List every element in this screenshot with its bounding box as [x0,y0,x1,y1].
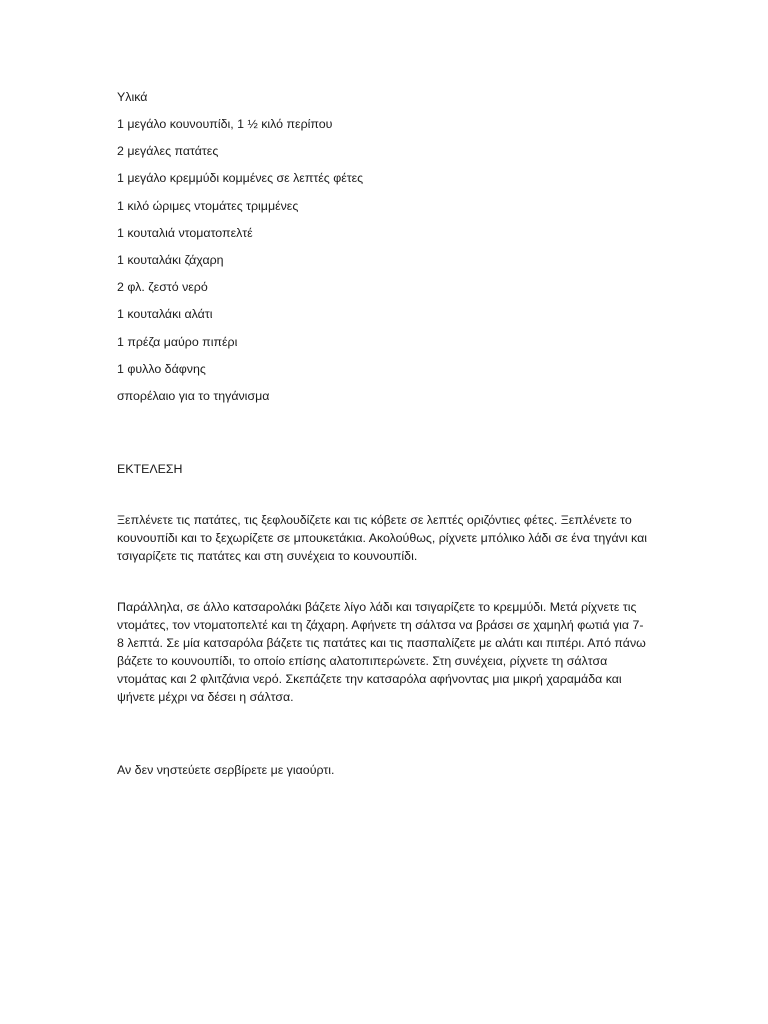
ingredient-item: 1 κουταλιά ντοματοπελτέ [117,225,253,240]
ingredients-list [117,115,647,405]
ingredient-item: 1 πρέζα μαύρο πιπέρι [117,334,238,349]
ingredient-item: 1 μεγάλο κρεμμύδι κομμένες σε λεπτές φέτες [117,171,364,186]
ingredient-item: 1 κουταλάκι ζάχαρη [117,252,224,267]
ingredient-item: 2 μεγάλες πατάτες [117,144,219,159]
serving-note: Αν δεν νηστεύετε σερβίρετε με γιαούρτι. [117,762,335,777]
ingredient-item: σπορέλαιο για το τηγάνισμα [117,388,270,403]
method-heading: ΕΚΤΕΛΕΣΗ [117,461,183,476]
ingredient-item: 1 φυλλο δάφνης [117,361,206,376]
method-paragraph: Ξεπλένετε τις πατάτες, τις ξεφλουδίζετε και τις κόβετε σε λεπτές οριζόντιες φέτες. Ξεπλένετε το κουνουπίδι και το ξεχωρίζετε σε μπουκετάκια. Ακολούθως, ρίχνετε μπόλικο λάδι σε ένα τηγάνι και τσιγαρίζετε τις πατάτες και στη συνέχεια το κουνουπίδι. [117,512,648,563]
ingredient-item: 2 φλ. ζεστό νερό [117,280,208,295]
ingredients-heading: Υλικά [117,90,148,104]
ingredient-item: 1 κουταλάκι αλάτι [117,307,213,322]
ingredient-item: 1 μεγάλο κουνουπίδι, 1 ½ κιλό περίπου [117,117,333,131]
method-paragraph: Παράλληλα, σε άλλο κατσαρολάκι βάζετε λίγο λάδι και τσιγαρίζετε το κρεμμύδι. Μετά ρίχνετε τις ντομάτες, τον ντοματοπελτέ και τη ζάχαρη. Αφήνετε τη σάλτσα να βράσει σε χαμηλή φωτιά για 7-8 λεπτά. Σε μία κατσαρόλα βάζετε τις πατάτες και τις πασπαλίζετε με αλάτι και πιπέρι. Από πάνω βάζετε το κουνουπίδι, το οποίο επίσης αλατοπιπερώνετε. Στη συνέχεια, ρίχνετε τη σάλτσα ντομάτας και 2 φλιτζάνια νερό. Σκεπάζετε την κατσαρόλα αφήνοντας μια μικρή χαραμάδα και ψήνετε μέχρι να δέσει η σάλτσα. [117,599,646,704]
recipe-content [117,88,647,779]
ingredient-item: 1 κιλό ώριμες ντομάτες τριμμένες [117,198,299,213]
